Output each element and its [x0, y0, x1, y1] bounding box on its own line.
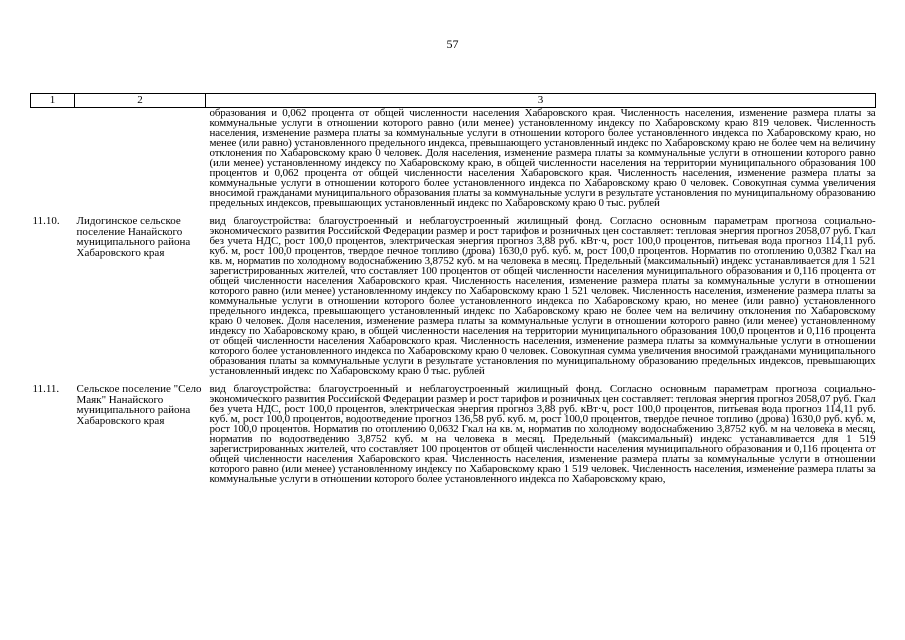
column-header-3: 3 — [206, 94, 876, 108]
table-row — [31, 108, 876, 209]
table-row — [31, 384, 876, 484]
municipality-name: Лидогинское сельское поселение Нанайского муниципального района Хабаровского края — [76, 215, 191, 259]
row-number: 11.11. — [32, 383, 60, 395]
column-header-2: 2 — [75, 94, 206, 108]
table-row — [31, 216, 876, 376]
row-description: вид благоустройства: благоустроенный и неблагоустроенный жилищный фонд. Согласно основным параметрам прогноза социально-экономического развития Российской Федерации размер и рост тарифов и розничных цен составляет: тепловая энергия прогноз 2058,07 руб. Гкал без учета НДС, рост 100,0 процентов, электрическая энергия прогноз 3,88 руб. кВт·ч, рост 100,0 процентов, питьевая вода прогноз 114,11 руб. куб. м, рост 100,0 процентов, твердое печное топливо (дрова) 1630,0 руб. куб. м, рост 100,0 процентов. Норматив по отоплению 0,0382 Гкал на кв. м, норматив по холодному водоснабжению 3,8752 куб. м на человека в месяц. Предельный (максимальный) индекс устанавливается для 1 521 зарегистрированных жителей, что составляет 100 процентов от общей численности населения муниципального образования и 0,116 процента от общей численности населения Хабаровского края. Численность населения, изменение размера платы за коммунальные услуги в отношении которого равно (или менее) установленному индексу по Хабаровскому краю 1 521 человек. Численность населения, изменение размера платы за коммунальные услуги в отношении которого более установленного индекса по Хабаровскому краю, но менее (или равно) установленного предельного индекса, превышающего установленный индекс по Хабаровскому краю не более чем на величину отклонения по Хабаровскому краю 0 человек. Доля населения, изменение размера платы за коммунальные услуги в отношении которого равно (или менее) установленному индексу по Хабаровскому краю, в общей численности населения на территории муниципального образования 100,0 процентов и 0,116 процента от общей численности населения Хабаровского края. Численность населения, изменение размера платы за коммунальные услуги в отношении которого более установленного индекса по Хабаровскому краю 0 человек. Совокупная сумма увеличения вносимой гражданами муниципального образования платы за коммунальные услуги в результате установления по муниципальному образованию предельных индексов, превышающих установленный индекс по Хабаровскому краю 0 тыс. рублей — [209, 215, 876, 377]
row-number: 11.10. — [32, 215, 60, 227]
page-number: 57 — [446, 37, 459, 51]
table-header-row — [31, 94, 876, 108]
row-description: вид благоустройства: благоустроенный и неблагоустроенный жилищный фонд. Согласно основным параметрам прогноза социально-экономического развития Российской Федерации размер и рост тарифов и розничных цен составляет: тепловая энергия прогноз 2058,07 руб. Гкал без учета НДС, рост 100,0 процентов, электрическая энергия прогноз 3,88 руб. кВт·ч, рост 100,0 процентов, питьевая вода прогноз 114,11 руб. куб. м, рост 100,0 процентов, водоотведение прогноз 136,58 руб. куб. м, рост 100,0 процентов, твердое печное топливо (дрова) 1630,0 руб. куб. м, рост 100,0 процентов. Норматив по отоплению 0,0632 Гкал на кв. м, норматив по холодному водоснабжению 3,8752 куб. м на человека в месяц, норматив по водоотведению 3,8752 куб. м на человека в месяц. Предельный (максимальный) индекс устанавливается для 1 519 зарегистрированных жителей, что составляет 100 процентов от общей численности населения муниципального образования и 0,116 процента от общей численности населения Хабаровского края. Численность населения, изменение размера платы за коммунальные услуги в отношении которого равно (или менее) установленному индексу по Хабаровскому краю 1 519 человек. Численность населения, изменение размера платы за коммунальные услуги в отношении которого более установленного индекса по Хабаровскому краю, — [209, 383, 876, 485]
municipality-name: Сельское поселение "Село Маяк" Нанайского муниципального района Хабаровского края — [76, 383, 202, 427]
column-header-1: 1 — [31, 94, 75, 108]
document-table — [30, 93, 876, 484]
continuation-text: образования и 0,062 процента от общей численности населения Хабаровского края. Численность населения, изменение размера платы за коммунальные услуги в отношении которого равно (или менее) установленному индексу по Хабаровскому краю 819 человек. Численность населения, изменение размера платы за коммунальные услуги в отношении которого более установленного индекса по Хабаровскому краю, но менее (или равно) установленного предельного индекса, превышающего установленный индекс по Хабаровскому краю не более чем на величину отклонения по Хабаровскому краю 0 человек. Доля населения, изменение размера платы за коммунальные услуги в отношении которого равно (или менее) установленному индексу по Хабаровскому краю, в общей численности населения на территории муниципального образования 100 процентов и 0,062 процента от общей численности населения Хабаровского края. Численность населения, изменение размера платы за коммунальные услуги в отношении которого более установленного индекса по Хабаровскому краю 0 человек. Совокупная сумма увеличения вносимой гражданами муниципального образования платы за коммунальные услуги в результате установления по муниципальному образованию предельных индексов, превышающих установленный индекс по Хабаровскому краю 0 тыс. рублей — [209, 107, 876, 209]
